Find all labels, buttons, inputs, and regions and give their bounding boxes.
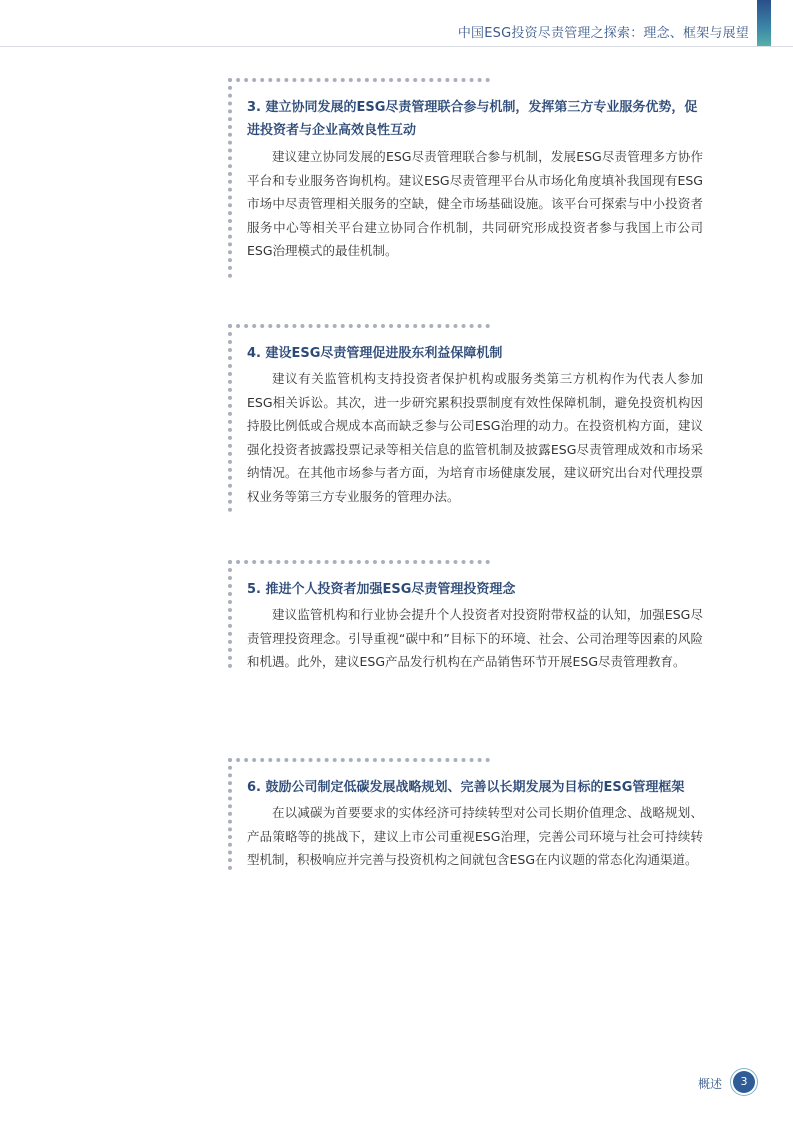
section-body: 建议建立协同发展的ESG尽责管理联合参与机制，发展ESG尽责管理多方协作平台和专业服务咨询机构。建议ESG尽责管理平台从市场化角度填补我国现有ESG市场中尽责管理相关服务的空缺，健全市场基础设施。该平台可探索与中小投资者服务中心等相关平台建立协同合作机制，共同研究形成投资者参与我国上市公司ESG治理模式的最佳机制。 [247, 149, 703, 258]
section-3 [228, 78, 703, 278]
section-body: 在以减碳为首要要求的实体经济可持续转型对公司长期价值理念、战略规划、产品策略等的挑战下，建议上市公司重视ESG治理，完善公司环境与社会可持续转型机制，积极响应并完善与投资机构之间就包含ESG在内议题的常态化沟通渠道。 [247, 805, 703, 867]
section-title: 6. 鼓励公司制定低碳发展战略规划、完善以长期发展为目标的ESG管理框架 [247, 780, 685, 795]
section-body: 建议有关监管机构支持投资者保护机构或服务类第三方机构作为代表人参加ESG相关诉讼。其次，进一步研究累积投票制度有效性保障机制，避免投资机构因持股比例低或合规成本高而缺乏参与公司ESG治理的动力。在投资机构方面，建议强化投资者披露投票记录等相关信息的监管机制及披露ESG尽责管理成效和市场采纳情况。在其他市场参与者方面，为培育市场健康发展，建议研究出台对代理投票权业务等第三方专业服务的管理办法。 [247, 371, 703, 504]
dotted-frame-top [228, 324, 490, 328]
header-accent-bar [757, 0, 771, 46]
dotted-frame-top [228, 560, 490, 564]
section-body: 建议监管机构和行业协会提升个人投资者对投资附带权益的认知，加强ESG尽责管理投资理念。引导重视“碳中和”目标下的环境、社会、公司治理等因素的风险和机遇。此外，建议ESG产品发行机构在产品销售环节开展ESG尽责管理教育。 [247, 607, 703, 669]
section-title: 3. 建立协同发展的ESG尽责管理联合参与机制，发挥第三方专业服务优势，促进投资者与企业高效良性互动 [247, 100, 698, 138]
dotted-frame-top [228, 78, 490, 82]
dotted-frame-left [228, 560, 232, 668]
dotted-frame-top [228, 758, 490, 762]
section-title: 5. 推进个人投资者加强ESG尽责管理投资理念 [247, 582, 516, 597]
section-4 [228, 324, 703, 512]
dotted-frame-left [228, 758, 232, 870]
header-divider [0, 46, 793, 47]
section-6 [228, 758, 703, 870]
dotted-frame-left [228, 78, 232, 278]
running-header-title: 中国ESG投资尽责管理之探索：理念、框架与展望 [457, 26, 749, 41]
page-number-badge: 3 [733, 1071, 755, 1093]
dotted-frame-left [228, 324, 232, 512]
section-title: 4. 建设ESG尽责管理促进股东利益保障机制 [247, 346, 503, 361]
footer-section-label: 概述 [698, 1077, 723, 1091]
section-5 [228, 560, 703, 668]
